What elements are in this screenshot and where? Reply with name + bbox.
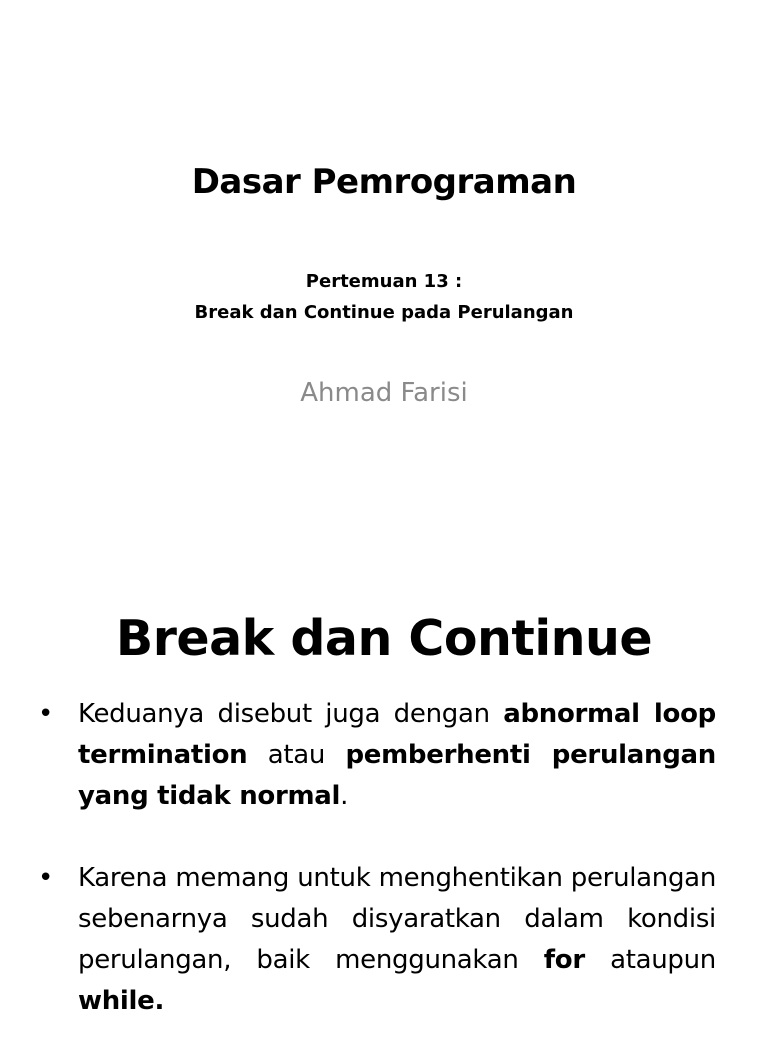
bullet-emphasis: abnormal loop termination [78, 699, 716, 770]
bullet-segment: Keduanya disebut juga dengan [78, 699, 504, 729]
bullet-item [0, 694, 768, 817]
meeting-label: Pertemuan 13 : [305, 271, 463, 292]
bullet-segment: Karena memang untuk menghentikan perulangan sebenarnya sudah disyaratkan dalam kondisi perulangan, baik menggunakan [78, 863, 716, 975]
bullet-text [78, 863, 716, 1016]
bullet-segment: ataupun [584, 945, 716, 975]
bullet-emphasis: for [543, 945, 585, 975]
deck-title: Dasar Pemrograman [191, 162, 577, 202]
content-slide [0, 576, 768, 1024]
bullet-segment: atau [247, 740, 346, 770]
bullet-dot-icon: • [38, 699, 54, 729]
bullet-emphasis: while. [78, 986, 165, 1016]
meeting-topic: Break dan Continue pada Perulangan [194, 302, 574, 323]
bullet-dot-icon: • [38, 863, 54, 893]
slide-heading: Break dan Continue [115, 610, 653, 667]
bullet-item [0, 858, 768, 1022]
author-name: Ahmad Farisi [300, 378, 468, 408]
bullet-emphasis: pemberhenti perulangan yang tidak normal [78, 740, 716, 811]
meeting-subtitle [0, 266, 768, 328]
bullet-segment: . [340, 781, 349, 811]
bullet-list [0, 694, 768, 1063]
bullet-text [78, 699, 716, 811]
